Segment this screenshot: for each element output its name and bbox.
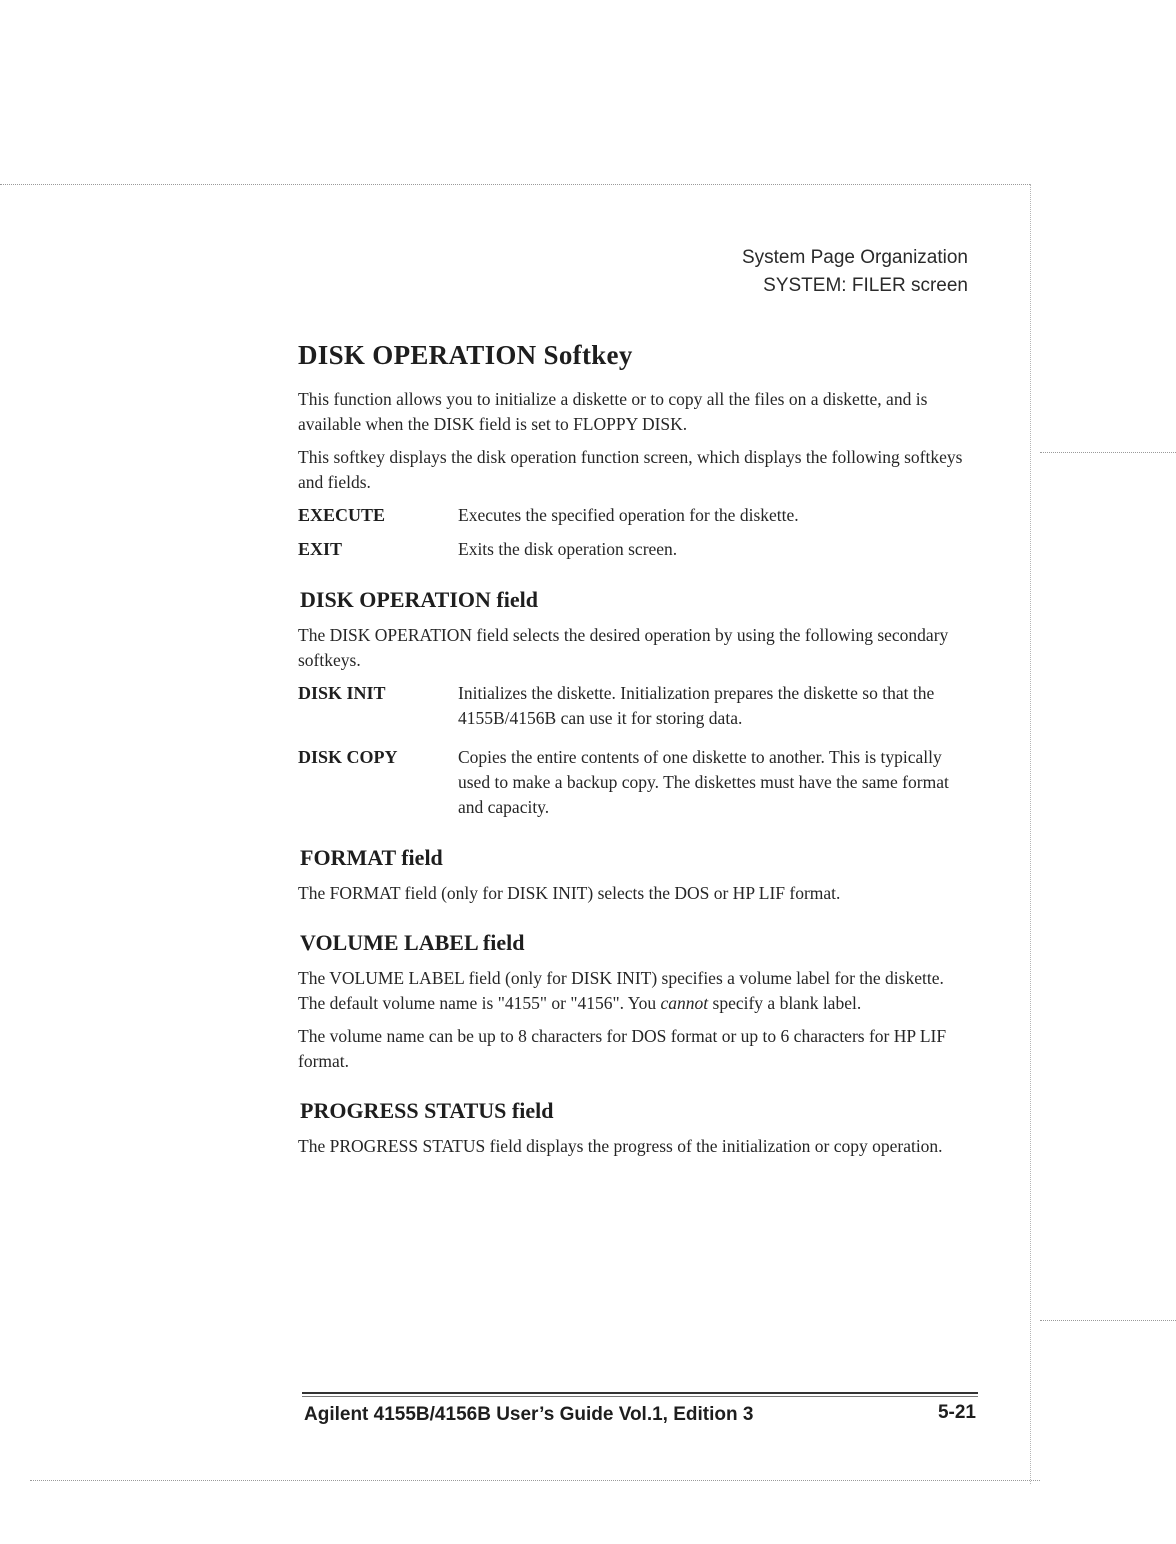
softkey-list xyxy=(298,503,970,562)
volume-label-emphasis: cannot xyxy=(660,993,709,1013)
volume-label-paragraph-1 xyxy=(298,966,970,1016)
disk-operation-paragraph: The DISK OPERATION field selects the desired operation by using the following secondary softkeys. xyxy=(298,625,949,670)
scan-artifact-right-mark-1 xyxy=(1040,452,1176,453)
softkey-term: EXIT xyxy=(298,539,343,559)
footer-guide-title: Agilent 4155B/4156B User’s Guide Vol.1, Edition 3 xyxy=(304,1404,754,1425)
progress-status-paragraph: The PROGRESS STATUS field displays the progress of the initialization or copy operation. xyxy=(298,1136,943,1156)
volume-label-heading: VOLUME LABEL field xyxy=(300,930,525,955)
footer-rule xyxy=(302,1392,978,1394)
softkey-desc: Exits the disk operation screen. xyxy=(458,539,678,559)
scan-artifact-top xyxy=(0,184,1030,185)
page-content xyxy=(298,340,970,1167)
softkey-execute xyxy=(298,503,970,528)
disk-operation-list xyxy=(298,681,970,820)
volume-label-text-a: The VOLUME LABEL field (only for DISK INIT) specifies a volume label for the diskette. The default volume name is "4155" or "4156". You xyxy=(298,968,944,1013)
intro-paragraph-2: This softkey displays the disk operation function screen, which displays the following softkeys and fields. xyxy=(298,447,963,492)
header-line-2: SYSTEM: FILER screen xyxy=(763,275,968,296)
spacer xyxy=(298,571,970,587)
scan-artifact-right xyxy=(1030,184,1031,1484)
spacer xyxy=(298,914,970,930)
format-heading: FORMAT field xyxy=(300,845,443,870)
disk-init-desc: Initializes the diskette. Initialization prepares the diskette so that the 4155B/4156B can use it for storing data. xyxy=(458,683,935,728)
header-line-1: System Page Organization xyxy=(741,247,968,268)
softkey-exit xyxy=(298,537,970,562)
disk-copy-term: DISK COPY xyxy=(298,747,398,767)
volume-label-paragraph-2: The volume name can be up to 8 characters for DOS format or up to 6 characters for HP LIF format. xyxy=(298,1026,947,1071)
disk-copy-desc: Copies the entire contents of one diskette to another. This is typically used to make a backup copy. The diskettes must have the same format and capacity. xyxy=(458,747,949,817)
intro-paragraph-1: This function allows you to initialize a diskette or to copy all the files on a diskette, and is available when the DISK field is set to FLOPPY DISK. xyxy=(298,389,928,434)
spacer xyxy=(298,1082,970,1098)
running-header xyxy=(742,244,968,300)
volume-label-text-b: specify a blank label. xyxy=(708,993,862,1013)
disk-copy-item xyxy=(298,745,970,820)
spacer xyxy=(298,829,970,845)
scan-artifact-right-mark-2 xyxy=(1040,1320,1176,1321)
page-title: DISK OPERATION Softkey xyxy=(298,340,633,370)
softkey-desc: Executes the specified operation for the diskette. xyxy=(458,505,799,525)
footer-rule-thin xyxy=(302,1396,978,1397)
scan-artifact-bottom xyxy=(30,1480,1040,1481)
format-paragraph: The FORMAT field (only for DISK INIT) selects the DOS or HP LIF format. xyxy=(298,883,841,903)
progress-status-heading: PROGRESS STATUS field xyxy=(300,1098,554,1123)
disk-init-term: DISK INIT xyxy=(298,683,386,703)
page-number: 5-21 xyxy=(937,1402,976,1423)
disk-init-item xyxy=(298,681,970,731)
softkey-term: EXECUTE xyxy=(298,505,386,525)
disk-operation-heading: DISK OPERATION field xyxy=(300,587,538,612)
